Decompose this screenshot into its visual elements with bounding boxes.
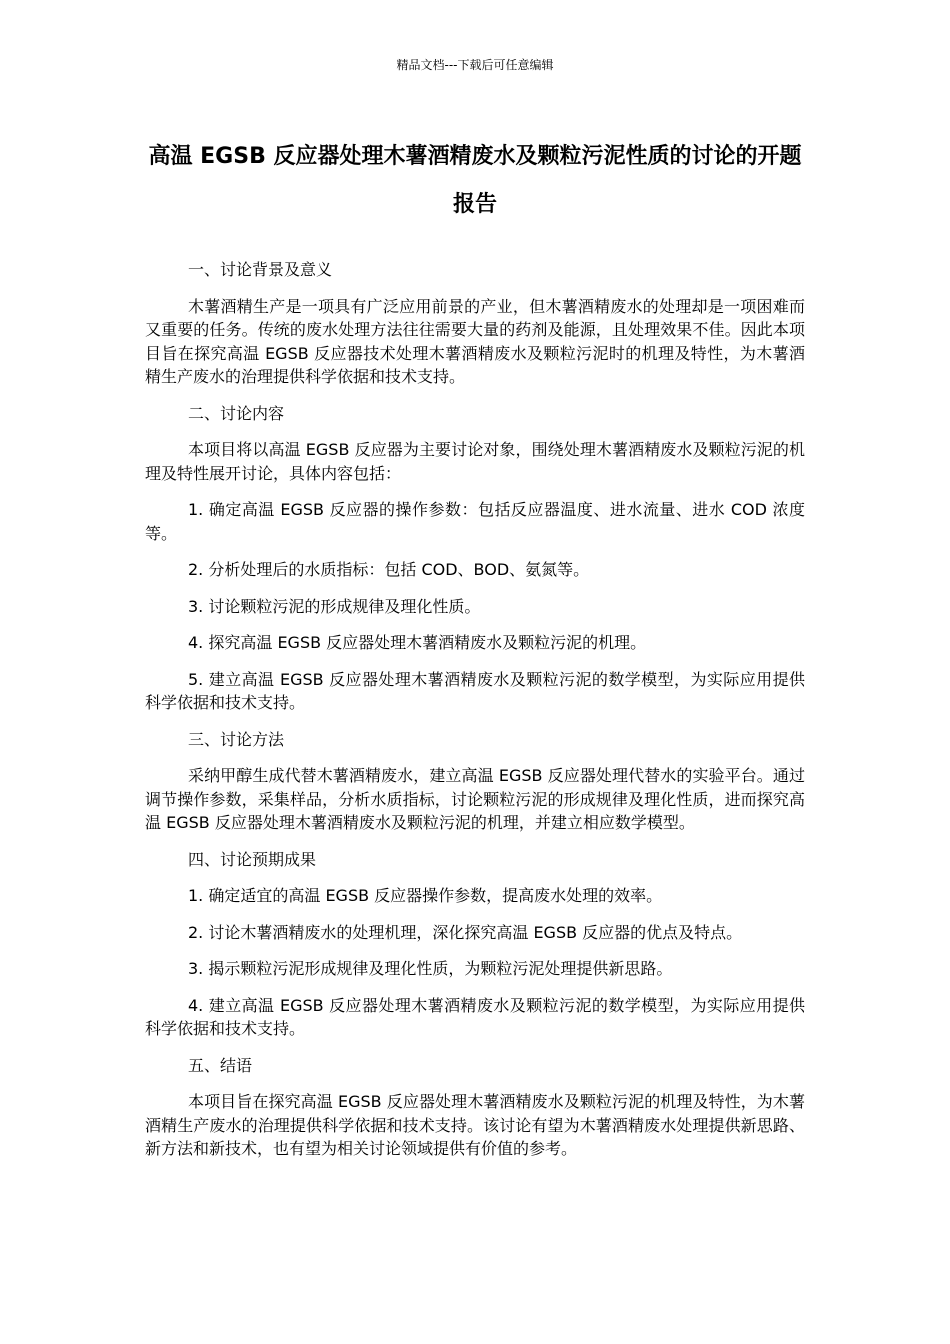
section-heading-content: 二、讨论内容 [188,403,285,423]
document-title: 高温 EGSB 反应器处理木薯酒精废水及颗粒污泥性质的讨论的开题报告 [148,144,802,217]
method-paragraph: 采纳甲醇生成代替木薯酒精废水，建立高温 EGSB 反应器处理代替水的实验平台。通过调节操作参数，采集样品，分析水质指标，讨论颗粒污泥的形成规律及理化性质，进而探究高温 EGSB 反应器处理木薯酒精废水及颗粒污泥的机理，并建立相应数学模型。 [145,766,805,832]
section-heading-conclusion: 五、结语 [188,1055,253,1075]
outcome-list-item: 2. 讨论木薯酒精废水的处理机理，深化探究高温 EGSB 反应器的优点及特点。 [188,922,743,942]
background-paragraph: 木薯酒精生产是一项具有广泛应用前景的产业，但木薯酒精废水的处理却是一项困难而又重要的任务。传统的废水处理方法往往需要大量的药剂及能源，且处理效果不佳。因此本项目旨在探究高温 EGSB 反应器技术处理木薯酒精废水及颗粒污泥时的机理及特性，为木薯酒精生产废水的治理提供科学依据和技术支持。 [145,296,805,386]
section-heading-method: 三、讨论方法 [188,729,285,749]
header-note: 精品文档---下载后可任意编辑 [396,58,554,72]
content-list-item: 5. 建立高温 EGSB 反应器处理木薯酒精废水及颗粒污泥的数学模型，为实际应用提供科学依据和技术支持。 [145,669,805,712]
content-list-item: 4. 探究高温 EGSB 反应器处理木薯酒精废水及颗粒污泥的机理。 [188,633,647,652]
section-heading-background: 一、讨论背景及意义 [188,260,333,279]
content-list-item: 1. 确定高温 EGSB 反应器的操作参数：包括反应器温度、进水流量、进水 COD 浓度等。 [145,500,805,543]
content-list-item: 2. 分析处理后的水质指标：包括 COD、BOD、氨氮等。 [188,560,590,579]
outcome-list-item: 4. 建立高温 EGSB 反应器处理木薯酒精废水及颗粒污泥的数学模型，为实际应用提供科学依据和技术支持。 [145,995,805,1038]
outcome-list-item: 1. 确定适宜的高温 EGSB 反应器操作参数，提高废水处理的效率。 [188,886,663,905]
document-body [145,258,805,1174]
content-list-item: 3. 讨论颗粒污泥的形成规律及理化性质。 [188,596,481,616]
content-intro-paragraph: 本项目将以高温 EGSB 反应器为主要讨论对象，围绕处理木薯酒精废水及颗粒污泥的机理及特性展开讨论，具体内容包括： [145,440,805,483]
conclusion-paragraph: 本项目旨在探究高温 EGSB 反应器处理木薯酒精废水及颗粒污泥的机理及特性，为木薯酒精生产废水的治理提供科学依据和技术支持。该讨论有望为木薯酒精废水处理提供新思路、新方法和新技术，也有望为相关讨论领域提供有价值的参考。 [145,1092,805,1158]
section-heading-outcomes: 四、讨论预期成果 [188,849,317,869]
outcome-list-item: 3. 揭示颗粒污泥形成规律及理化性质，为颗粒污泥处理提供新思路。 [188,959,673,978]
